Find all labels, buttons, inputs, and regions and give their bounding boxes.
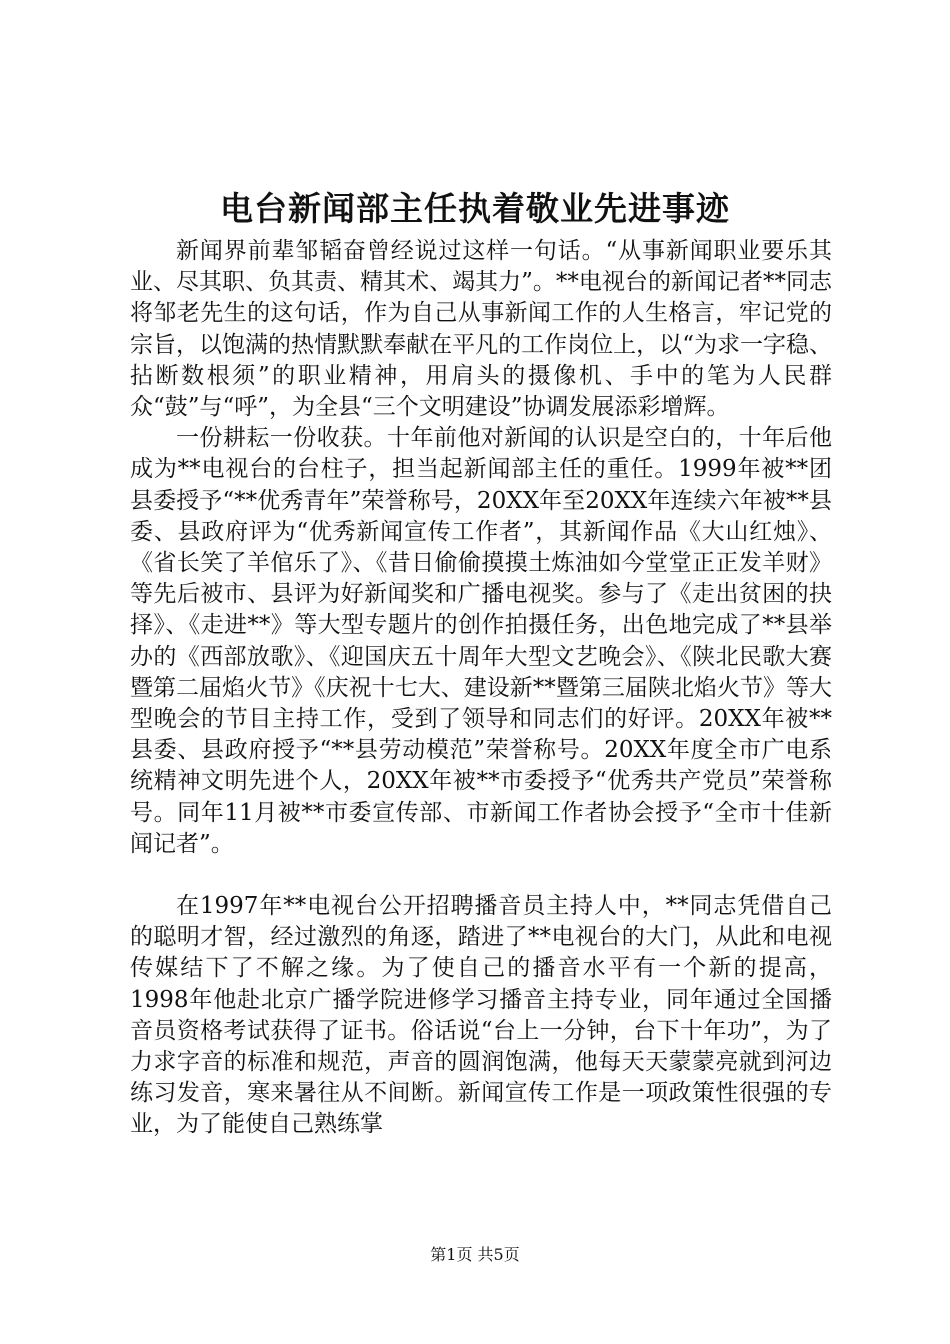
document-body	[130, 236, 832, 1141]
paragraph-2: 一份耕耘一份收获。十年前他对新闻的认识是空白的，十年后他成为**电视台的台柱子，担当起新闻部主任的重任。1999年被**团县委授予“**优秀青年”荣誉称号，20XX年至20XX年连续六年被**县委、县政府评为“优秀新闻宣传工作者”，其新闻作品《大山红烛》、《省长笑了羊倌乐了》、《昔日偷偷摸摸土炼油如今堂堂正正发羊财》等先后被市、县评为好新闻奖和广播电视奖。参与了《走出贫困的抉择》、《走进**》等大型专题片的创作拍摄任务，出色地完成了**县举办的《西部放歌》、《迎国庆五十周年大型文艺晚会》、《陕北民歌大赛暨第二届焰火节》《庆祝十七大、建设新**暨第三届陕北焰火节》等大型晚会的节目主持工作，受到了领导和同志们的好评。20XX年被**县委、县政府授予“**县劳动模范”荣誉称号。20XX年度全市广电系统精神文明先进个人，20XX年被**市委授予“优秀共产党员”荣誉称号。同年11月被**市委宣传部、市新闻工作者协会授予“全市十佳新闻记者”。	[130, 425, 832, 857]
document-title: 电台新闻部主任执着敬业先进事迹	[220, 189, 730, 228]
page-number-footer: 第1页 共5页	[430, 1245, 520, 1264]
paragraph-1: 新闻界前辈邹韬奋曾经说过这样一句话。“从事新闻职业要乐其业、尽其职、负其责、精其术、竭其力”。**电视台的新闻记者**同志将邹老先生的这句话，作为自己从事新闻工作的人生格言，牢记党的宗旨，以饱满的热情默默奉献在平凡的工作岗位上，以“为求一字稳、拈断数根须”的职业精神，用肩头的摄像机、手中的笔为人民群众“鼓”与“呼”，为全县“三个文明建设”协调发展添彩增辉。	[130, 238, 832, 421]
paragraph-gap	[130, 860, 832, 891]
paragraph-3: 在1997年**电视台公开招聘播音员主持人中，**同志凭借自己的聪明才智，经过激烈的角逐，踏进了**电视台的大门，从此和电视传媒结下了不解之缘。为了使自己的播音水平有一个新的提高，1998年他赴北京广播学院进修学习播音主持专业，同年通过全国播音员资格考试获得了证书。俗话说“台上一分钟，台下十年功”，为了力求字音的标准和规范，声音的圆润饱满，他每天天蒙蒙亮就到河边练习发音，寒来暑往从不间断。新闻宣传工作是一项政策性很强的专业，为了能使自己熟练掌	[130, 893, 832, 1138]
